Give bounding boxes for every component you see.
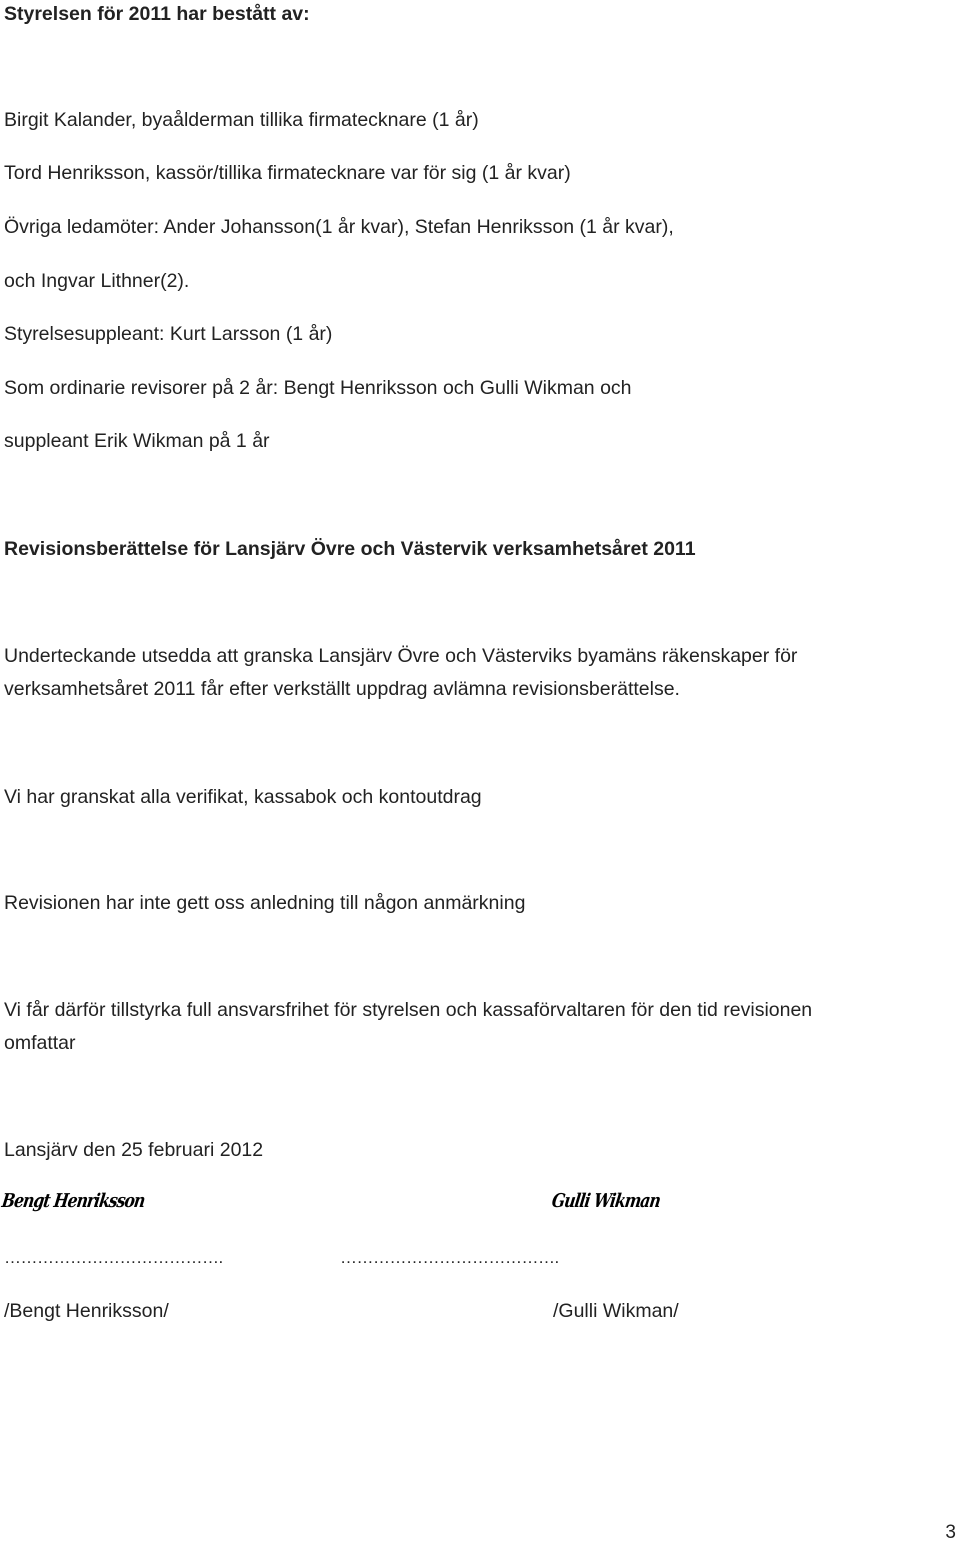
statement-no-remarks: Revisionen har inte gett oss anledning till någon anmärkning (4, 892, 526, 914)
recommendation-line-1: Vi får därför tillstyrka full ansvarsfrihet för styrelsen och kassaförvaltaren för den tid revisionen (4, 999, 813, 1021)
board-line-auditors: Som ordinarie revisorer på 2 år: Bengt Henriksson och Gulli Wikman och (4, 377, 632, 399)
signature-line-1: …………………………………. (4, 1248, 223, 1267)
page-number: 3 (945, 1522, 956, 1543)
recommendation-line-2: omfattar (4, 1032, 76, 1054)
board-line-deputy-auditor: suppleant Erik Wikman på 1 år (4, 430, 270, 452)
intro-line-2: verksamhetsåret 2011 får efter verkställt uppdrag avlämna revisionsberättelse. (4, 678, 680, 700)
board-line-deputy: Styrelsesuppleant: Kurt Larsson (1 år) (4, 323, 333, 345)
signature-line-2: …………………………………. (340, 1248, 559, 1267)
report-heading: Revisionsberättelse för Lansjärv Övre och Västervik verksamhetsåret 2011 (4, 538, 696, 560)
board-line-chairman: Birgit Kalander, byaålderman tillika firmatecknare (1 år) (4, 109, 479, 131)
board-line-treasurer: Tord Henriksson, kassör/tillika firmatecknare var för sig (1 år kvar) (4, 162, 571, 184)
place-date: Lansjärv den 25 februari 2012 (4, 1139, 264, 1161)
signature-bengt-henriksson: Bengt Henriksson (0, 1190, 146, 1212)
statement-reviewed: Vi har granskat alla verifikat, kassabok och kontoutdrag (4, 786, 482, 808)
printed-name-bengt: /Bengt Henriksson/ (4, 1300, 169, 1322)
board-heading: Styrelsen för 2011 har bestått av: (4, 3, 310, 25)
signature-gulli-wikman: Gulli Wikman (550, 1190, 662, 1212)
board-line-members: Övriga ledamöter: Ander Johansson(1 år kvar), Stefan Henriksson (1 år kvar), (4, 216, 674, 238)
intro-line-1: Underteckande utsedda att granska Lansjärv Övre och Västerviks byamäns räkenskaper för (4, 645, 798, 667)
board-line-members-cont: och Ingvar Lithner(2). (4, 270, 190, 292)
printed-name-gulli: /Gulli Wikman/ (553, 1300, 679, 1322)
